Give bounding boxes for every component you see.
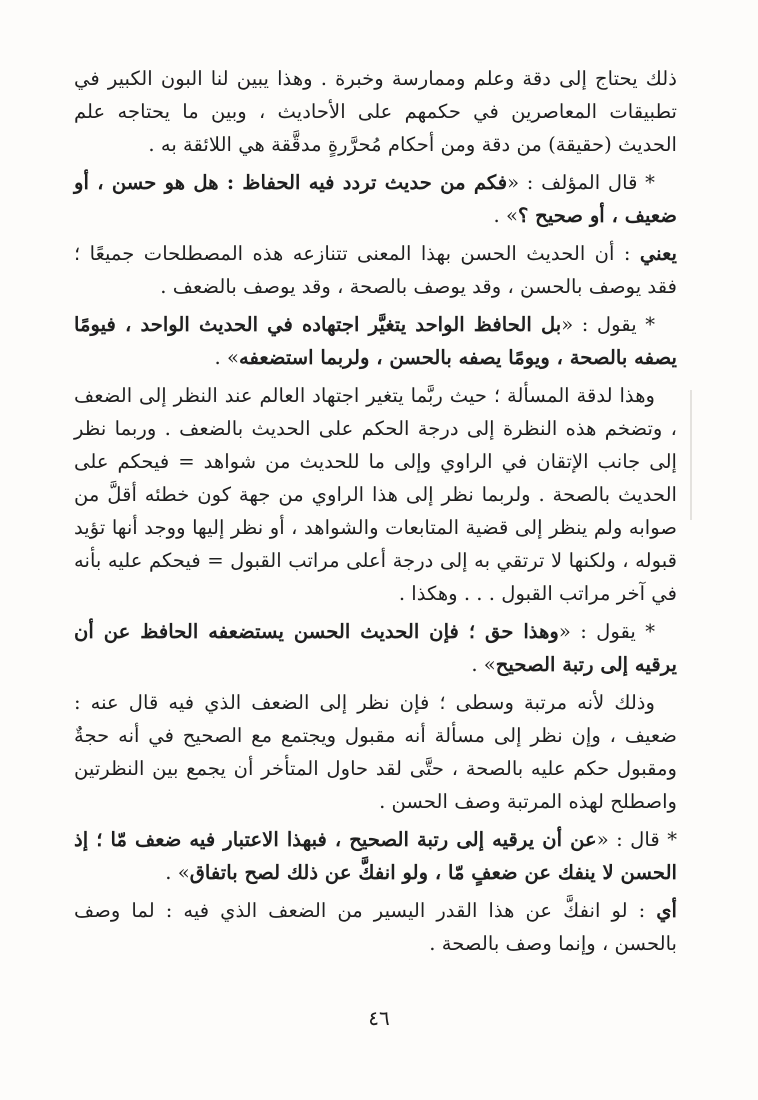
bold-text-run: وهذا حق ؛ فإن الحديث الحسن يستضعفه الحافظ عن أن يرقيه إلى رتبة الصحيح — [74, 620, 677, 676]
text-run: » . — [471, 653, 496, 676]
scan-edge-mark — [690, 390, 692, 520]
text-run: * يقول : « — [558, 620, 655, 643]
text-run: : أن الحديث الحسن بهذا المعنى تتنازعه هذه المصطلحات جميعًا ؛ فقد يوصف بالحسن ، وقد يوصف بالصحة ، وقد يوصف بالضعف . — [74, 242, 677, 298]
text-run: * قال المؤلف : « — [507, 171, 655, 194]
bold-text-run: أي — [656, 899, 677, 922]
paragraph — [74, 166, 677, 232]
bold-text-run: بل الحافظ الواحد يتغيَّر اجتهاده في الحديث الواحد ، فيومًا يصفه بالصحة ، ويومًا يصفه بالحسن ، ولربما استضعفه — [74, 313, 677, 369]
bold-text-run: فكم من حديث تردد فيه الحفاظ : هل هو حسن ، أو ضعيف ، أو صحيح ؟ — [74, 171, 677, 227]
page-number: ٤٦ — [368, 1006, 390, 1030]
paragraph — [74, 894, 677, 960]
paragraph — [74, 62, 677, 161]
text-run: ذلك يحتاج إلى دقة وعلم وممارسة وخبرة . وهذا يبين لنا البون الكبير في تطبيقات المعاصرين في حكمهم على الأحاديث ، وبين ما يحتاجه علم الحديث (حقيقة) من دقة ومن أحكام مُحرَّرةٍ مدقَّقة هي اللائقة به . — [74, 67, 677, 156]
text-run: » . — [214, 346, 239, 369]
text-run: وذلك لأنه مرتبة وسطى ؛ فإن نظر إلى الضعف الذي فيه قال عنه : ضعيف ، وإن نظر إلى مسألة أنه مقبول ويجتمع مع الصحيح في أنه حجةٌ ومقبول حكم عليه بالصحة ، حتَّى لقد حاول المتأخر أن يجمع بين النظرتين واصطلح لهذه المرتبة وصف الحسن . — [74, 691, 677, 813]
paragraph — [74, 237, 677, 303]
text-run: » . — [493, 204, 518, 227]
paragraph — [74, 686, 677, 818]
bold-text-run: يعني — [639, 242, 677, 265]
text-run: وهذا لدقة المسألة ؛ حيث ربَّما يتغير اجتهاد العالم عند النظر إلى الضعف ، وتضخم هذه النظرة إلى درجة الحكم على الحديث بالضعف . وربما نظر إلى جانب الإتقان في الراوي وإلى ما للحديث من شواهد = فيحكم على الحديث بالصحة . ولربما نظر إلى هذا الراوي من جهة كون خطئه أقلَّ من صوابه ولم ينظر إلى قضية المتابعات والشواهد ، أو نظر إليها ووجد أنها تؤيد قبوله ، ولكنها لا ترتقي به إلى درجة أعلى مراتب القبول = فيحكم عليه بأنه في آخر مراتب القبول . . . وهكذا . — [74, 384, 677, 605]
paragraph — [74, 823, 677, 889]
paragraph — [74, 379, 677, 610]
text-run: » . — [165, 861, 190, 884]
text-run: * يقول : « — [561, 313, 656, 336]
book-page-body — [74, 62, 677, 960]
text-run: : لو انفكَّ عن هذا القدر اليسير من الضعف الذي فيه : لما وصف بالحسن ، وإنما وصف بالصحة . — [74, 899, 677, 955]
text-run: * قال : « — [596, 828, 677, 851]
paragraph — [74, 615, 677, 681]
paragraph — [74, 308, 677, 374]
bold-text-run: عن أن يرقيه إلى رتبة الصحيح ، فبهذا الاعتبار فيه ضعف مّا ؛ إذ الحسن لا ينفك عن ضعفٍ مّا ، ولو انفكَّ عن ذلك لصح باتفاق — [74, 828, 677, 884]
